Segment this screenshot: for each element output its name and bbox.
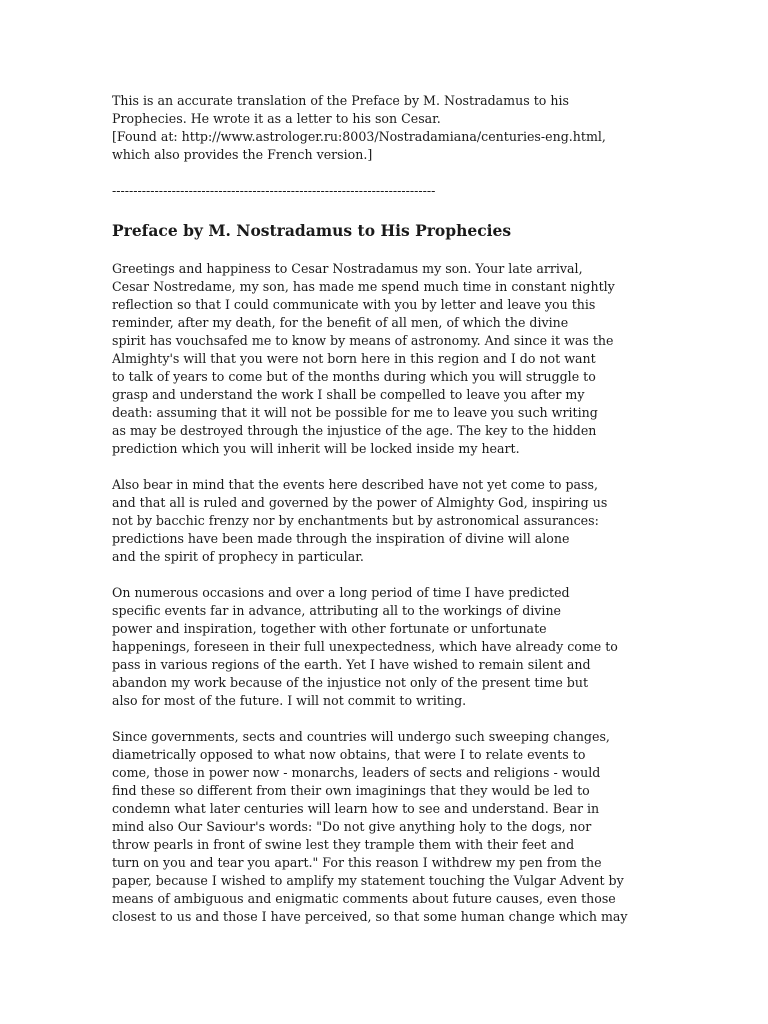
paragraph-line: paper, because I wished to amplify my statement touching the Vulgar Advent by bbox=[112, 873, 624, 888]
paragraph-line: On numerous occasions and over a long period of time I have predicted bbox=[112, 585, 570, 600]
paragraph-line: happenings, foreseen in their full unexpectedness, which have already come to bbox=[112, 639, 618, 654]
paragraph-line: specific events far in advance, attributing all to the workings of divine bbox=[112, 603, 562, 618]
paragraph-line: mind also Our Saviour's words: "Do not give anything holy to the dogs, nor bbox=[112, 819, 592, 834]
paragraph-line: as may be destroyed through the injustice of the age. The key to the hidden bbox=[112, 423, 597, 438]
intro-note bbox=[112, 92, 606, 164]
paragraph-line: reminder, after my death, for the benefit of all men, of which the divine bbox=[112, 315, 569, 330]
paragraph-line: not by bacchic frenzy nor by enchantments but by astronomical assurances: bbox=[112, 513, 599, 528]
dashed-separator: ---------------------------------------------------------------------------- bbox=[112, 183, 436, 198]
intro-line: which also provides the French version.] bbox=[112, 147, 373, 162]
paragraph-line: condemn what later centuries will learn how to see and understand. Bear in bbox=[112, 801, 600, 816]
paragraph-line: Cesar Nostredame, my son, has made me spend much time in constant nightly bbox=[112, 279, 615, 294]
paragraph-line: pass in various regions of the earth. Yet I have wished to remain silent and bbox=[112, 657, 591, 672]
paragraph bbox=[112, 728, 628, 926]
paragraph-line: prediction which you will inherit will be locked inside my heart. bbox=[112, 441, 520, 456]
paragraph bbox=[112, 260, 615, 458]
paragraph-line: Also bear in mind that the events here described have not yet come to pass, bbox=[112, 477, 598, 492]
paragraph-line: Greetings and happiness to Cesar Nostradamus my son. Your late arrival, bbox=[112, 261, 583, 276]
paragraph-line: and the spirit of prophecy in particular. bbox=[112, 549, 364, 564]
paragraph-line: closest to us and those I have perceived, so that some human change which may bbox=[112, 909, 628, 924]
paragraph-line: come, those in power now - monarchs, leaders of sects and religions - would bbox=[112, 765, 601, 780]
paragraph-line: find these so different from their own imaginings that they would be led to bbox=[112, 783, 590, 798]
paragraph-line: death: assuming that it will not be possible for me to leave you such writing bbox=[112, 405, 598, 420]
paragraph-line: spirit has vouchsafed me to know by means of astronomy. And since it was the bbox=[112, 333, 614, 348]
document-title: Preface by M. Nostradamus to His Prophecies bbox=[112, 221, 512, 240]
document-page bbox=[112, 92, 628, 944]
paragraph-line: abandon my work because of the injustice not only of the present time but bbox=[112, 675, 589, 690]
paragraph-line: Almighty's will that you were not born here in this region and I do not want bbox=[112, 351, 596, 366]
intro-line: This is an accurate translation of the Preface by M. Nostradamus to his bbox=[112, 93, 569, 108]
paragraph-line: diametrically opposed to what now obtains, that were I to relate events to bbox=[112, 747, 586, 762]
paragraph-line: Since governments, sects and countries will undergo such sweeping changes, bbox=[112, 729, 610, 744]
paragraph bbox=[112, 584, 618, 710]
paragraph-line: power and inspiration, together with other fortunate or unfortunate bbox=[112, 621, 547, 636]
paragraph-line: predictions have been made through the inspiration of divine will alone bbox=[112, 531, 570, 546]
paragraph bbox=[112, 476, 608, 566]
intro-line: Prophecies. He wrote it as a letter to his son Cesar. bbox=[112, 111, 441, 126]
paragraph-line: turn on you and tear you apart." For this reason I withdrew my pen from the bbox=[112, 855, 602, 870]
paragraph-line: means of ambiguous and enigmatic comments about future causes, even those bbox=[112, 891, 616, 906]
paragraph-line: to talk of years to come but of the months during which you will struggle to bbox=[112, 369, 596, 384]
paragraph-line: and that all is ruled and governed by the power of Almighty God, inspiring us bbox=[112, 495, 608, 510]
paragraph-line: grasp and understand the work I shall be compelled to leave you after my bbox=[112, 387, 585, 402]
paragraph-line: reflection so that I could communicate with you by letter and leave you this bbox=[112, 297, 596, 312]
intro-line: [Found at: http://www.astrologer.ru:8003/Nostradamiana/centuries-eng.html, bbox=[112, 129, 606, 144]
paragraph-line: also for most of the future. I will not commit to writing. bbox=[112, 693, 467, 708]
paragraph-line: throw pearls in front of swine lest they trample them with their feet and bbox=[112, 837, 575, 852]
